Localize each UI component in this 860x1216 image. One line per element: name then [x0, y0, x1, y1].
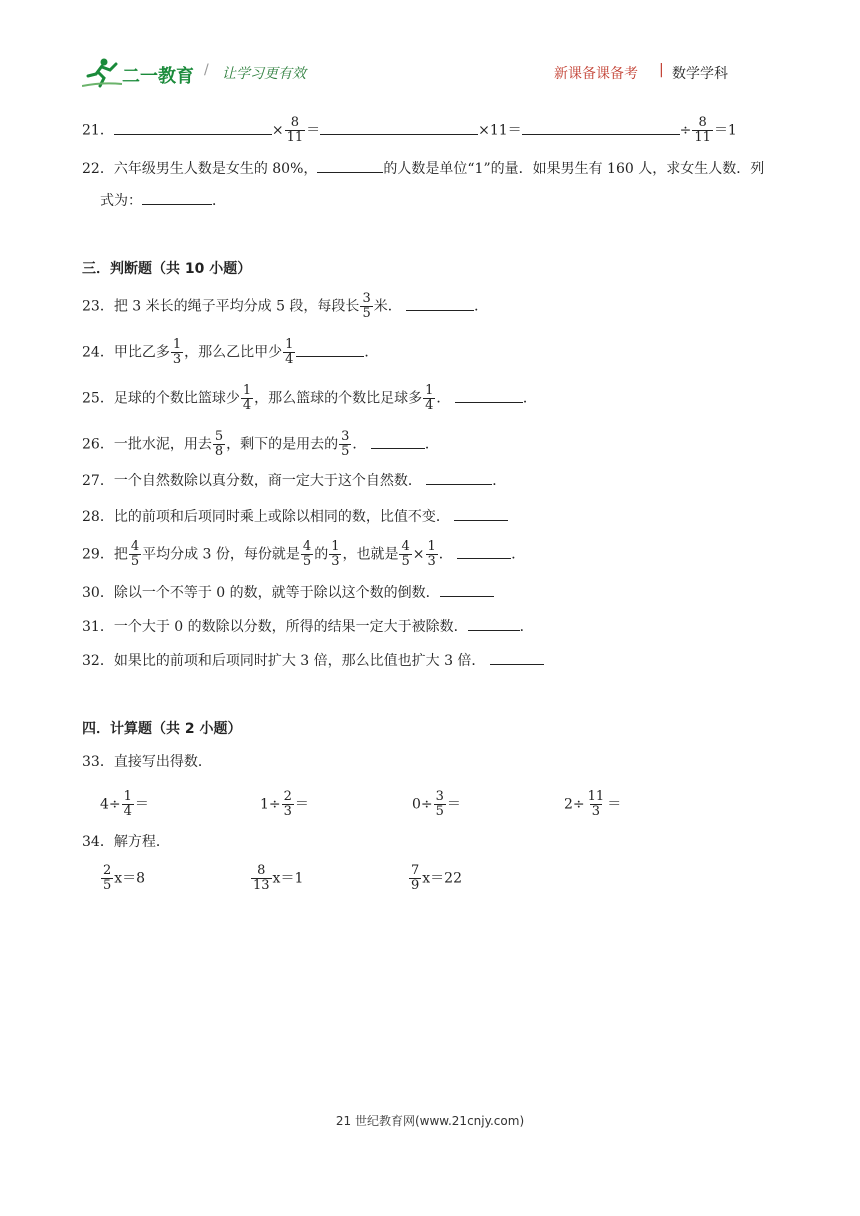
fraction: $\frac{8}{11}$ [286, 115, 304, 145]
question-32: 32．如果比的前项和后项同时扩大 3 倍，那么比值也扩大 3 倍． [82, 650, 544, 671]
q33-item-2: 1÷ $\frac{2}{3}$ ＝ [260, 789, 309, 819]
answer-blank[interactable] [522, 120, 680, 135]
logo-text: 二一教育 [122, 66, 194, 87]
question-29: 29．把 $\frac{4}{5}$ 平均分成 3 份，每份就是 $\frac{4}{5}$ 的 $\frac{1}{3}$ ，也就是 $\frac{4}{5}$ × $\frac{1}{3}$ ． ． [82, 539, 526, 569]
fraction: $\frac{4}{5}$ [302, 539, 312, 569]
subject-label: 数学学科 [672, 66, 728, 82]
answer-blank[interactable] [440, 582, 494, 597]
answer-blank[interactable] [114, 120, 272, 135]
section-4-title: 四．计算题（共 2 小题） [82, 721, 242, 737]
answer-blank[interactable] [457, 544, 511, 559]
page-footer: 21 世纪教育网(www.21cnjy.com) [335, 1114, 525, 1128]
question-33: 33．直接写出得数． [82, 754, 212, 770]
question-24: 24．甲比乙多 $\frac{1}{3}$ ，那么乙比甲少 $\frac{1}{4}$ ． [82, 337, 379, 367]
operator: × [271, 122, 284, 139]
q34-item-2: $\frac{8}{13}$ x＝1 [253, 863, 304, 893]
question-25: 25．足球的个数比篮球少 $\frac{1}{4}$ ，那么篮球的个数比足球多 $\frac{1}{4}$ ． ． [82, 383, 537, 413]
section-3-title: 三．判断题（共 10 小题） [82, 261, 252, 277]
q33-item-1: 4÷ $\frac{1}{4}$ ＝ [100, 789, 149, 819]
operator: ＝1 [713, 122, 737, 139]
answer-blank[interactable] [490, 650, 544, 665]
fraction: $\frac{8}{11}$ [694, 115, 711, 145]
question-28: 28．比的前项和后项同时乘上或除以相同的数，比值不变． [82, 506, 508, 527]
header-divider: | [659, 62, 664, 78]
question-27: 27．一个自然数除以真分数，商一定大于这个自然数． ． [82, 470, 506, 491]
answer-blank[interactable] [406, 296, 474, 311]
q33-item-3: 0÷ $\frac{3}{5}$ ＝ [412, 789, 461, 819]
question-34: 34．解方程． [82, 834, 170, 850]
question-22-line2 [100, 190, 226, 211]
question-22-line1 [82, 158, 764, 179]
fraction: $\frac{4}{5}$ [401, 539, 410, 569]
q33-item-4: 2÷ $\frac{11}{3}$ ＝ [564, 789, 622, 819]
question-text: 22．六年级男生人数是女生的 80%， [82, 161, 318, 177]
operator: ＝ [306, 122, 321, 139]
question-text: ． [212, 193, 226, 209]
question-text: 式为： [100, 193, 142, 209]
question-30: 30．除以一个不等于 0 的数，就等于除以这个数的倒数． [82, 582, 494, 603]
q34-item-1: $\frac{2}{5}$ x＝8 [103, 863, 146, 893]
q34-item-3: $\frac{7}{9}$ x＝22 [411, 863, 462, 893]
operator: ×11＝ [478, 122, 522, 139]
fraction: $\frac{4}{5}$ [130, 539, 140, 569]
answer-blank[interactable] [317, 158, 383, 173]
answer-blank[interactable] [454, 506, 508, 521]
fraction: $\frac{1}{3}$ [172, 337, 182, 367]
fraction: $\frac{3}{5}$ [362, 291, 371, 321]
question-text: 的人数是单位“1”的量．如果男生有 160 人，求女生人数．列 [383, 161, 765, 177]
answer-blank[interactable] [371, 434, 425, 449]
question-21 [82, 116, 737, 145]
fraction: $\frac{1}{4}$ [425, 383, 434, 413]
question-23: 23．把 3 米长的绳子平均分成 5 段，每段长 $\frac{3}{5}$ 米． ． [82, 291, 489, 321]
fraction: $\frac{1}{3}$ [331, 539, 340, 569]
operator: ÷ [679, 122, 692, 139]
answer-blank[interactable] [455, 388, 523, 403]
answer-blank[interactable] [468, 616, 520, 631]
question-31: 31．一个大于 0 的数除以分数，所得的结果一定大于被除数． ． [82, 616, 534, 637]
fraction: $\frac{3}{5}$ [341, 429, 350, 459]
header-right-text: 新课备课备考 [554, 66, 638, 82]
fraction: $\frac{5}{8}$ [214, 429, 224, 459]
slash-divider: / [204, 62, 209, 78]
question-number: 21． [82, 122, 114, 139]
question-26: 26．一批水泥，用去 $\frac{5}{8}$ ，剩下的是用去的 $\frac{3}{5}$ ． ． [82, 429, 439, 459]
runner-logo-icon [82, 56, 122, 88]
slogan: 让学习更有效 [222, 66, 306, 82]
answer-blank[interactable] [426, 470, 492, 485]
header [82, 56, 782, 92]
answer-blank[interactable] [296, 342, 364, 357]
fraction: $\frac{1}{3}$ [427, 539, 436, 569]
fraction: $\frac{1}{4}$ [285, 337, 294, 367]
answer-blank[interactable] [142, 190, 212, 205]
fraction: $\frac{1}{4}$ [242, 383, 252, 413]
answer-blank[interactable] [320, 120, 478, 135]
